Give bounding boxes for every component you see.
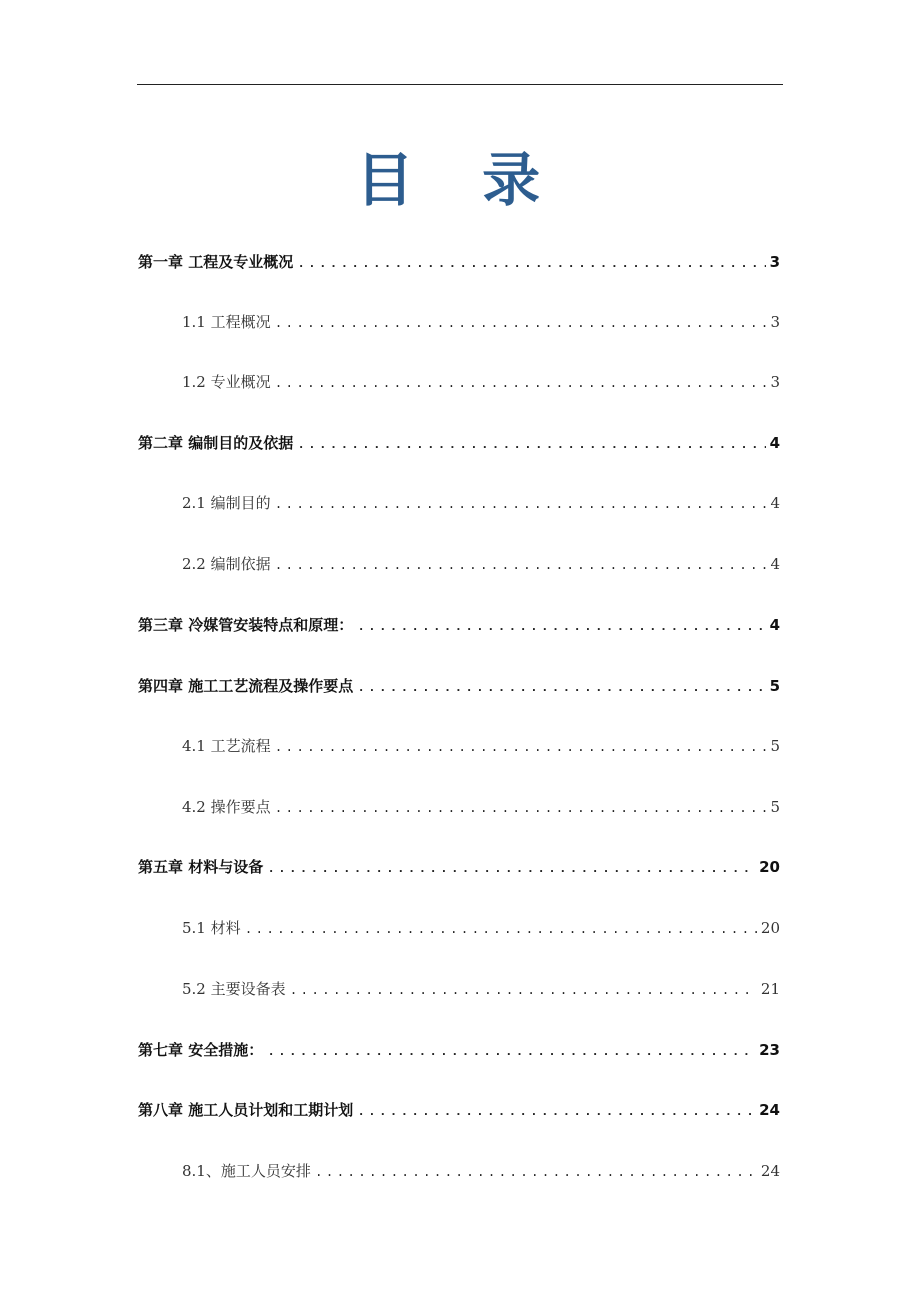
dot-leader (267, 1040, 755, 1064)
toc-entry[interactable] (182, 491, 780, 515)
toc-entry[interactable] (138, 855, 780, 879)
toc-entry-label: 第五章 材料与设备 (138, 858, 264, 876)
dot-leader (357, 676, 765, 700)
toc-entry[interactable] (138, 431, 780, 455)
toc-page-number: 20 (759, 858, 780, 876)
toc-page-number: 24 (759, 1101, 780, 1119)
toc-entry-label: 第七章 安全措施： (138, 1041, 264, 1059)
toc-page-number: 4 (770, 494, 780, 512)
toc-page-number: 4 (769, 434, 780, 452)
dot-leader (275, 554, 767, 578)
toc-entry-label: 第三章 冷媒管安装特点和原理： (138, 616, 354, 634)
toc-entry[interactable] (182, 916, 780, 940)
dot-leader (290, 979, 757, 1003)
toc-entry-label: 5.2 主要设备表 (182, 980, 286, 998)
toc-entry[interactable] (138, 674, 780, 698)
toc-page-number: 5 (770, 737, 780, 755)
toc-page-number: 21 (760, 980, 780, 998)
toc-entry[interactable] (182, 370, 780, 394)
toc-entry[interactable] (182, 1159, 780, 1183)
toc-entry-label: 1.1 工程概况 (182, 313, 271, 331)
toc-page-number: 4 (769, 616, 780, 634)
toc-page-number: 5 (770, 798, 780, 816)
toc-entry-label: 第四章 施工工艺流程及操作要点 (138, 677, 354, 695)
toc-entry-label: 第一章 工程及专业概况 (138, 253, 294, 271)
toc-entry-label: 2.2 编制依据 (182, 555, 271, 573)
dot-leader (275, 493, 767, 517)
toc-entry-label: 5.1 材料 (182, 919, 241, 937)
dot-leader (275, 797, 767, 821)
toc-entry-label: 4.1 工艺流程 (182, 737, 271, 755)
toc-entry-label: 4.2 操作要点 (182, 798, 271, 816)
toc-page-number: 4 (770, 555, 780, 573)
toc-page-number: 5 (769, 677, 780, 695)
toc-entry-label: 2.1 编制目的 (182, 494, 271, 512)
dot-leader (267, 857, 755, 881)
dot-leader (275, 312, 767, 336)
dot-leader (275, 736, 767, 760)
dot-leader (297, 252, 765, 276)
dot-leader (357, 615, 765, 639)
toc-entry[interactable] (182, 734, 780, 758)
toc-entry-label: 第八章 施工人员计划和工期计划 (138, 1101, 354, 1119)
toc-entry[interactable] (182, 977, 780, 1001)
toc-page-number: 20 (760, 919, 780, 937)
toc-title: 目 录 (355, 146, 565, 214)
toc-entry[interactable] (138, 250, 780, 274)
toc-entry-label: 第二章 编制目的及依据 (138, 434, 294, 452)
toc-page-number: 3 (770, 313, 780, 331)
toc-entry-label: 1.2 专业概况 (182, 373, 271, 391)
dot-leader (245, 918, 757, 942)
dot-leader (357, 1100, 755, 1124)
toc-page-number: 3 (770, 373, 780, 391)
toc-entry[interactable] (182, 552, 780, 576)
toc-entry[interactable] (182, 310, 780, 334)
dot-leader (297, 433, 765, 457)
toc-entry[interactable] (138, 1098, 780, 1122)
toc-entry-label: 8.1、施工人员安排 (182, 1162, 311, 1180)
toc-page-number: 23 (759, 1041, 780, 1059)
toc-entry[interactable] (182, 795, 780, 819)
toc-entry[interactable] (138, 1038, 780, 1062)
toc-page-number: 3 (769, 253, 780, 271)
dot-leader (275, 372, 767, 396)
header-rule (137, 84, 783, 85)
dot-leader (315, 1161, 757, 1185)
toc-page-number: 24 (760, 1162, 780, 1180)
toc-entry[interactable] (138, 613, 780, 637)
